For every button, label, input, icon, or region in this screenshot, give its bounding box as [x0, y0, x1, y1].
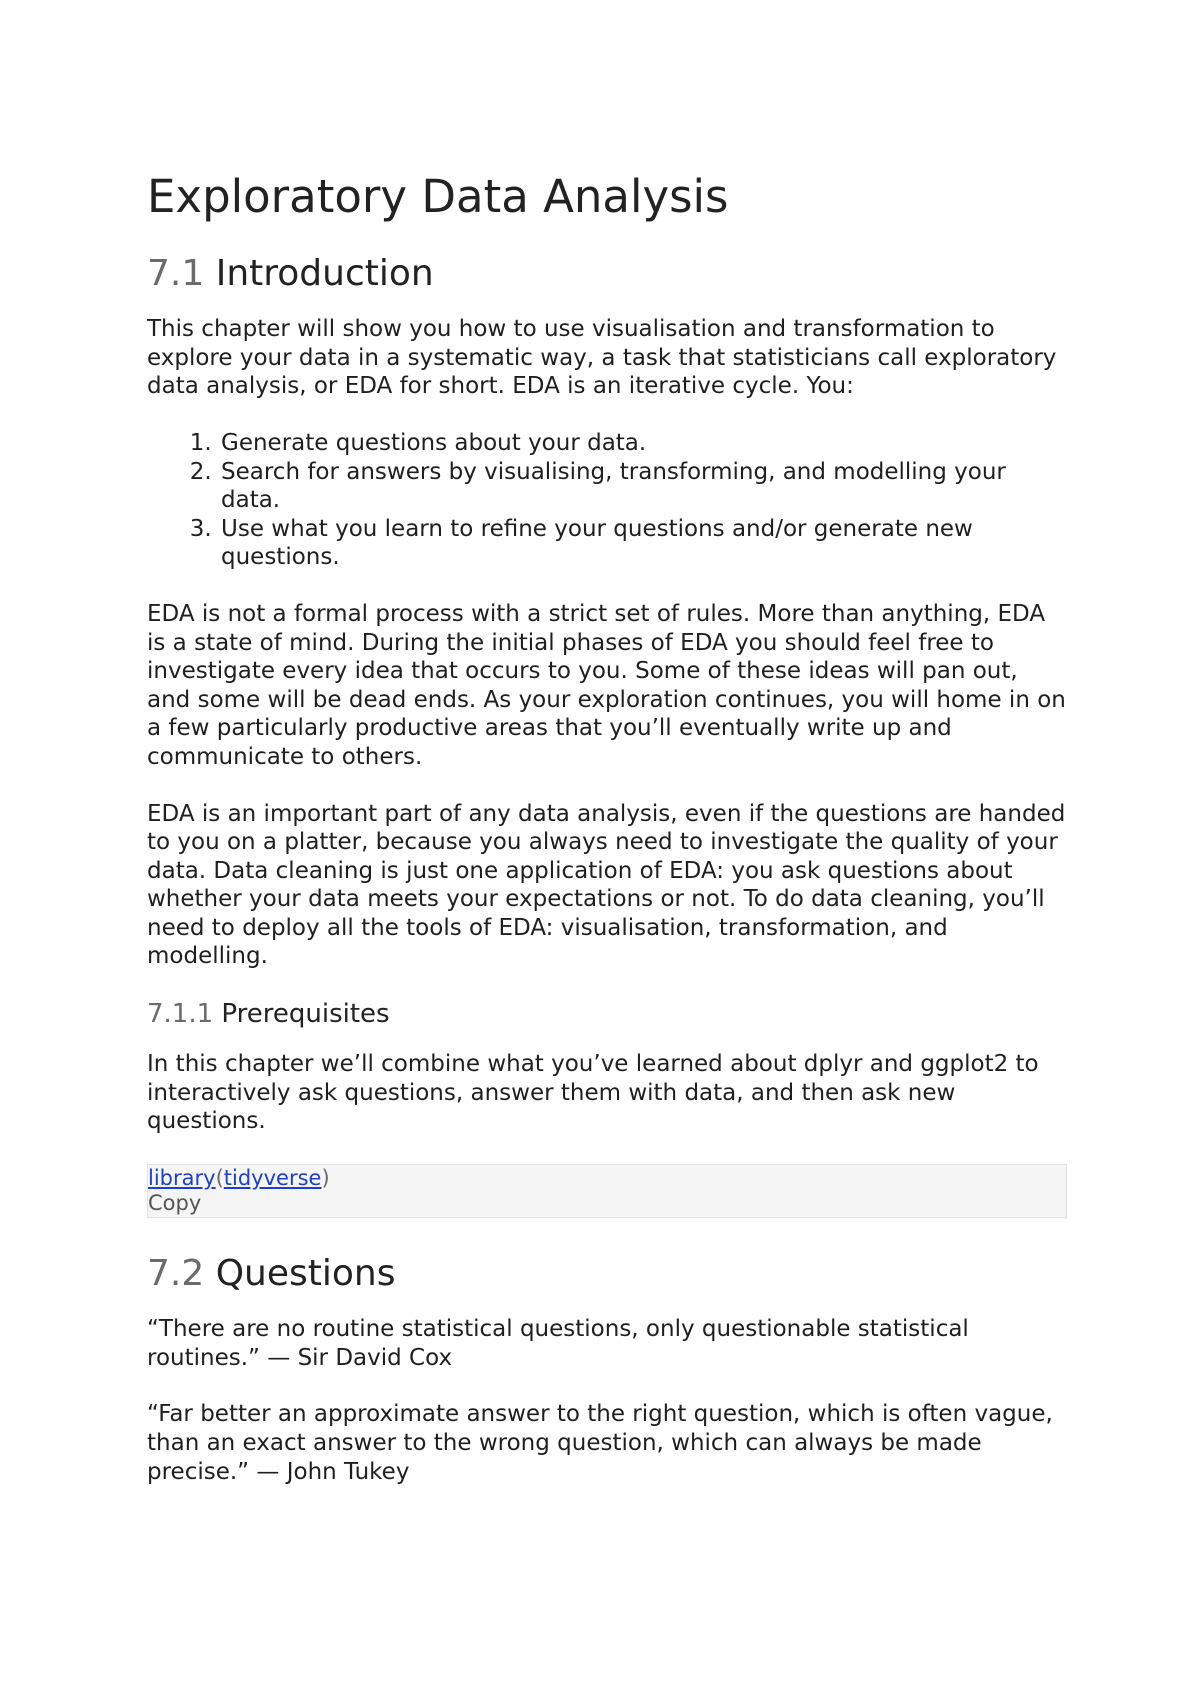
code-paren-close: )	[321, 1166, 330, 1191]
section-title: Prerequisites	[221, 999, 390, 1030]
intro-paragraph-1: This chapter will show you how to use visualisation and transformation to explore your data in a systematic way, a task that statisticians call exploratory data analysis, or EDA for short. EDA is an iterative cycle. You:	[147, 316, 1057, 400]
intro-paragraph-3: EDA is an important part of any data analysis, even if the questions are handed to you on a platter, because you always need to investigate the quality of your data. Data cleaning is just one application of EDA: you ask questions about whether your data meets your expectations or not. To do data cleaning, you’ll need to deploy all the tools of EDA: visualisation, transformation, and modelling.	[147, 800, 1066, 970]
section-number: 7.1.1	[147, 999, 214, 1030]
code-paren-open: (	[215, 1166, 224, 1191]
section-title: Questions	[215, 1253, 396, 1295]
code-function-link[interactable]: library	[148, 1166, 216, 1191]
list-item: 3. Use what you learn to refine your questions and/or generate new questions.	[219, 515, 1067, 572]
prereq-paragraph: In this chapter we’ll combine what you’ve learned about dplyr and ggplot2 to interactively ask questions, answer them with data, and then ask new questions.	[147, 1051, 1039, 1135]
eda-cycle-list	[147, 429, 1067, 572]
section-number: 7.1	[147, 253, 205, 294]
code-package-link[interactable]: tidyverse	[223, 1166, 322, 1191]
section-title: Introduction	[215, 253, 434, 294]
document-page	[147, 170, 1067, 1514]
intro-paragraph-2: EDA is not a formal process with a strict set of rules. More than anything, EDA is a state of mind. During the initial phases of EDA you should feel free to investigate every idea that occurs to you. Some of these ideas will pan out, and some will be dead ends. As your exploration continues, you will home in on a few particularly productive areas that you’ll eventually write up and communicate to others.	[147, 600, 1066, 770]
code-line	[148, 1166, 1066, 1191]
section-number: 7.2	[147, 1253, 205, 1295]
quote-cox: “There are no routine statistical questions, only questionable statistical routines.” — Sir David Cox	[147, 1316, 969, 1371]
quote-tukey: “Far better an approximate answer to the right question, which is often vague, than an exact answer to the wrong question, which can always be made precise.” — John Tukey	[147, 1401, 1053, 1485]
section-heading-questions	[147, 1252, 1067, 1295]
copy-button[interactable]: Copy	[148, 1191, 202, 1216]
list-item: 2. Search for answers by visualising, transforming, and modelling your data.	[219, 458, 1067, 515]
section-heading-introduction	[147, 252, 1067, 295]
code-block	[147, 1164, 1067, 1218]
page-title: Exploratory Data Analysis	[147, 170, 729, 223]
section-heading-prerequisites	[147, 999, 1067, 1030]
list-item: 1. Generate questions about your data.	[219, 429, 1067, 458]
